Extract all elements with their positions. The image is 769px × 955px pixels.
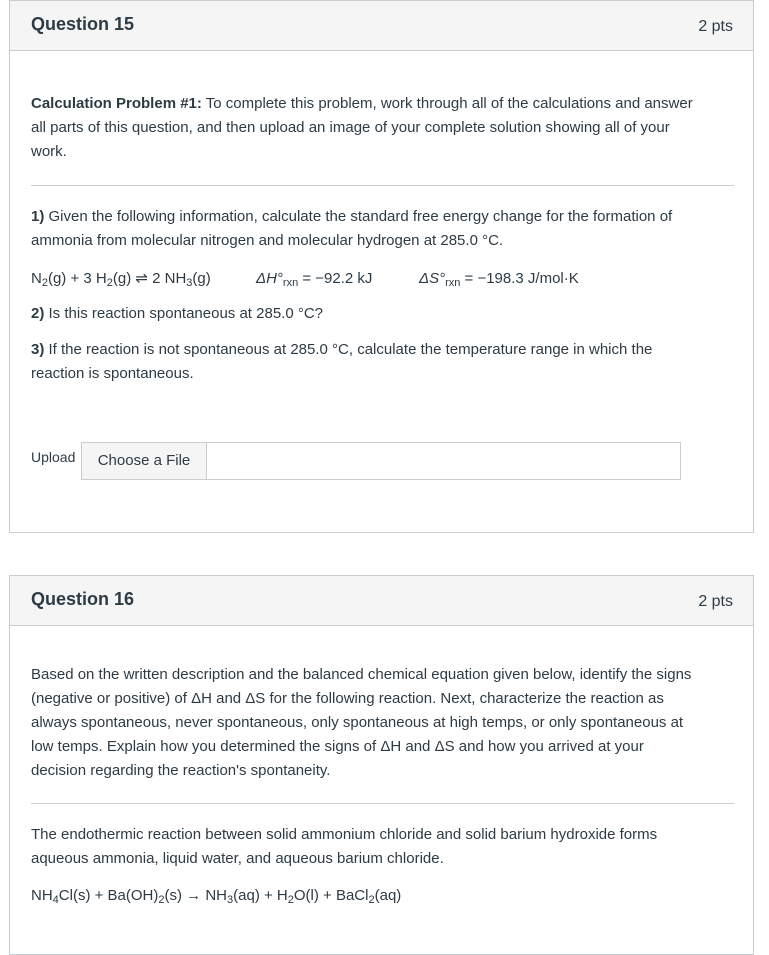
reaction-description: The endothermic reaction between solid ammonium chloride and solid barium hydroxide forms aqueous ammonia, liquid water, and aqueous barium chloride. (31, 826, 658, 867)
divider (31, 803, 734, 804)
entropy-value: $\Delta S^\circ_{rxn} = -198.3$ J/mol·K (419, 270, 579, 289)
part3-label: 3) (31, 341, 45, 358)
part2-line: Is this reaction spontaneous at 285.0 °C? (44, 305, 324, 322)
intro-text (31, 92, 731, 164)
intro-bold: Calculation Problem #1: (31, 95, 202, 112)
part1-label: 1) (31, 208, 45, 225)
divider (31, 185, 734, 186)
question-16-card (9, 575, 754, 955)
part2-label: 2) (31, 305, 45, 322)
question-15-title: Question 15 (31, 14, 135, 34)
question-16-points: 2 pts (698, 593, 733, 610)
question-15-header (10, 1, 753, 51)
intro-line2: all parts of this question, and then upload an image of your complete solution showing all of your (31, 119, 670, 136)
question-16-title: Question 16 (31, 589, 135, 609)
reaction-equation-16: $NH_4Cl(s) + Ba(OH)_2(s) \to NH_3(aq) + H_2O(l)$ + BaCl$_2$(aq) (31, 887, 402, 906)
question-16-header (10, 576, 753, 626)
part3-line2: reaction is spontaneous. (31, 365, 194, 382)
reaction-equation: $N_2(g) + 3$ $H_2(g)$ ⇌ 2 $NH_3(g)$ (31, 270, 211, 289)
question-16-prompt: Based on the written description and the balanced chemical equation given below, identify the signs (negative or positive) of ΔH and ΔS for the following reaction. Next, characterize the reaction as always spontaneous, never spontaneous, only spontaneous at high temps, or only spontaneous at low temps. Explain how you determined the signs of ΔH and ΔS and how you arrived at your decision regarding the reaction's spontaneity. (31, 666, 692, 779)
upload-label: Upload (31, 449, 76, 465)
part1-line2: ammonia from molecular nitrogen and molecular hydrogen at 285.0 °C. (31, 232, 504, 249)
intro-line3: work. (31, 143, 67, 160)
intro-line1: To complete this problem, work through all of the calculations and answer (201, 95, 693, 112)
choose-file-button[interactable]: Choose a File (82, 443, 207, 479)
part2-text (31, 302, 731, 326)
part1-text (31, 205, 731, 253)
part3-line1: If the reaction is not spontaneous at 285.0 °C, calculate the temperature range in which the (44, 341, 653, 358)
part1-line1: Given the following information, calculate the standard free energy change for the formation of (44, 208, 673, 225)
file-upload-field[interactable] (81, 442, 681, 480)
part3-text (31, 338, 731, 386)
question-15-points: 2 pts (698, 18, 733, 35)
question-15-card (9, 0, 754, 533)
enthalpy-value: $\Delta H^\circ_{rxn} = -92.2$ kJ (256, 270, 373, 289)
